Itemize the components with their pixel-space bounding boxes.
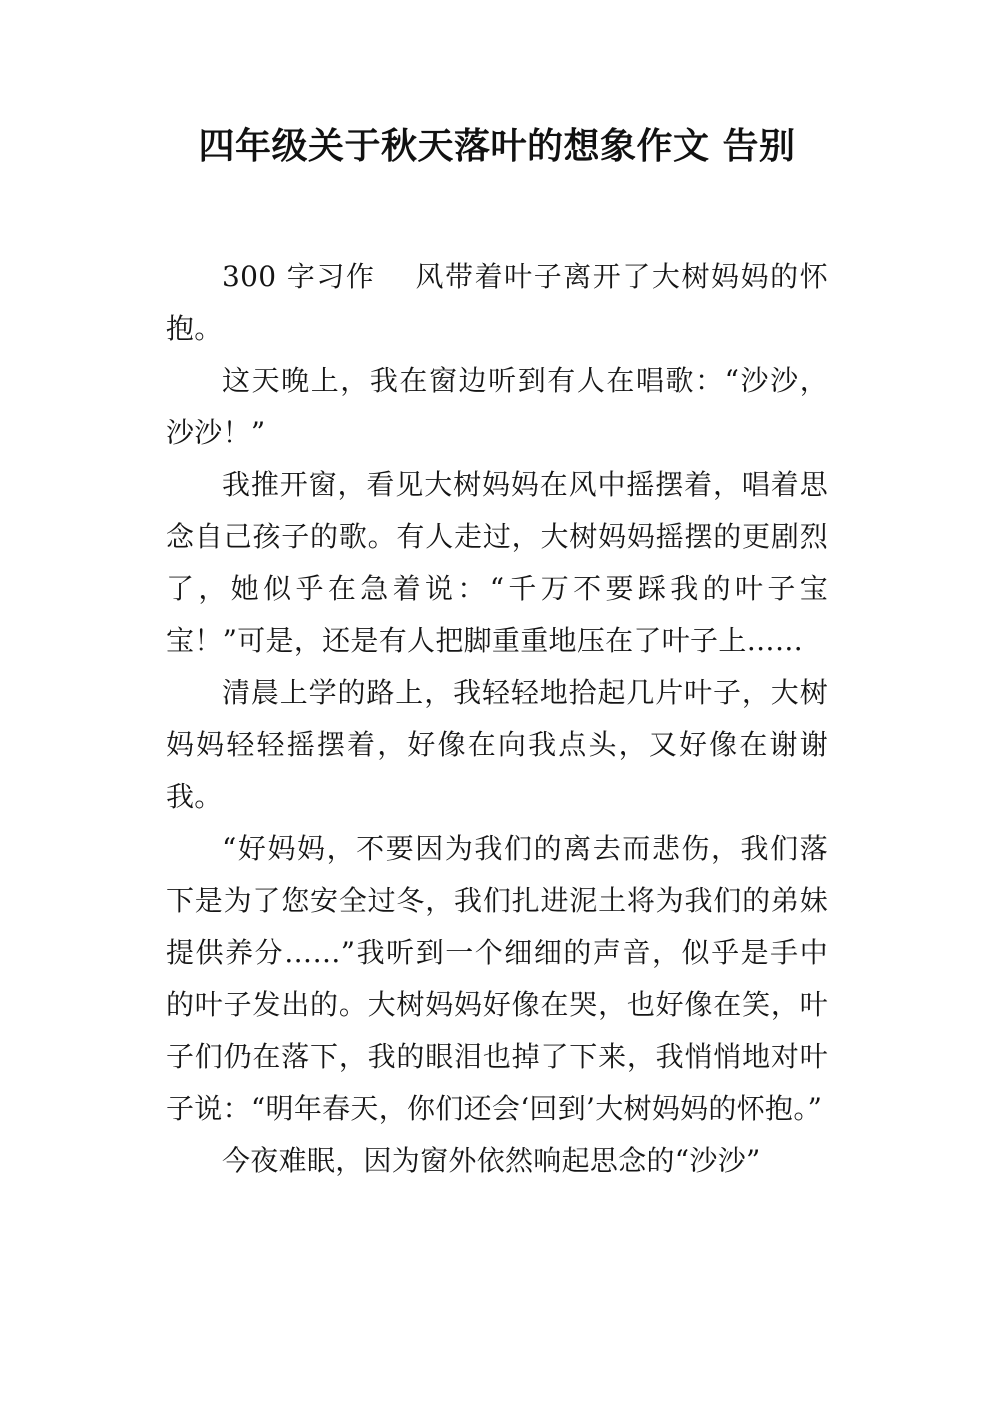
paragraph-3: 我推开窗，看见大树妈妈在风中摇摆着，唱着思念自己孩子的歌。有人走过，大树妈妈摇摆的更剧烈了，她似乎在急着说：“千万不要踩我的叶子宝宝！”可是，还是有人把脚重重地压在了叶子上…… xyxy=(166,468,828,657)
document-page xyxy=(166,118,828,1187)
paragraph-1: 300 字习作 风带着叶子离开了大树妈妈的怀抱。 xyxy=(166,260,828,345)
document-title: 四年级关于秋天落叶的想象作文 告别 xyxy=(198,126,796,167)
paragraph-2: 这天晚上，我在窗边听到有人在唱歌：“沙沙，沙沙！” xyxy=(166,364,828,449)
paragraph-5: “好妈妈，不要因为我们的离去而悲伤，我们落下是为了您安全过冬，我们扎进泥土将为我们的弟妹提供养分……”我听到一个细细的声音，似乎是手中的叶子发出的。大树妈妈好像在哭，也好像在笑，叶子们仍在落下，我的眼泪也掉了下来，我悄悄地对叶子说：“明年春天，你们还会‘回到’大树妈妈的怀抱。” xyxy=(166,832,828,1125)
document-body xyxy=(166,251,828,1187)
paragraph-6: 今夜难眠，因为窗外依然响起思念的“沙沙” xyxy=(222,1144,761,1177)
paragraph-4: 清晨上学的路上，我轻轻地拾起几片叶子，大树妈妈轻轻摇摆着，好像在向我点头，又好像在谢谢我。 xyxy=(166,676,828,813)
